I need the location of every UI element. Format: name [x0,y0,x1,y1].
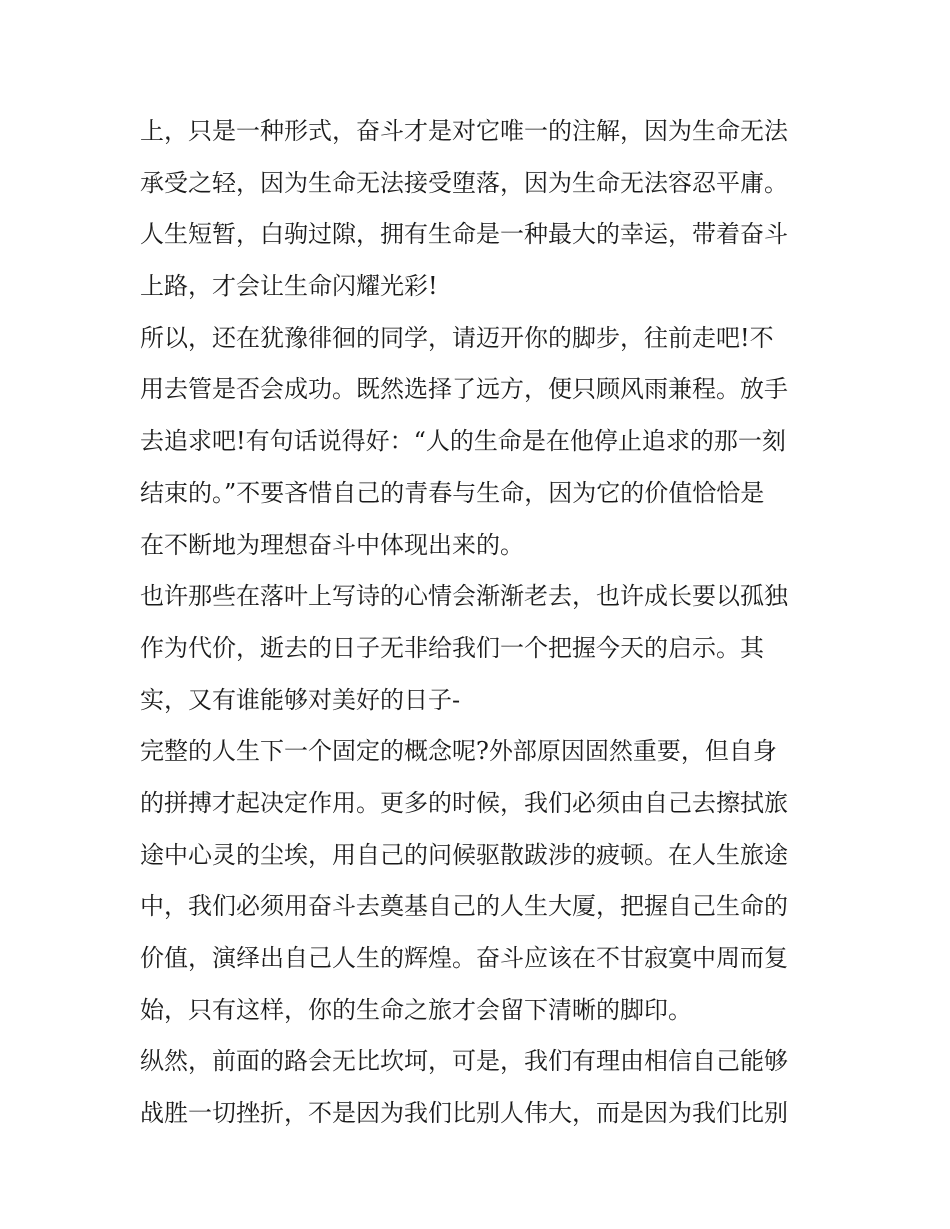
text-line: 价值，演绎出自己人生的辉煌。奋斗应该在不甘寂寞中周而复 [140,944,788,972]
text-line: 用去管是否会成功。既然选择了远方，便只顾风雨兼程。放手 [140,375,788,404]
text-line: 在不断地为理想奋斗中体现出来的。 [140,530,524,559]
body-text [140,106,820,1140]
text-line: 纵然，前面的路会无比坎坷，可是，我们有理由相信自己能够 [140,1047,788,1076]
text-line: 所以，还在犹豫徘徊的同学，请迈开你的脚步，往前走吧!不 [140,323,774,352]
text-line: 上，只是一种形式，奋斗才是对它唯一的注解，因为生命无法 [140,117,788,145]
text-line: 去追求吧!有句话说得好：“人的生命是在他停止追求的那一刻 [140,427,786,456]
text-line: 途中心灵的尘埃，用自己的问候驱散跋涉的疲顿。在人生旅途 [140,840,788,869]
text-line: 始，只有这样，你的生命之旅才会留下清晰的脚印。 [140,995,692,1024]
text-line: 作为代价，逝去的日子无非给我们一个把握今天的启示。其 [140,633,764,662]
text-line: 结束的。”不要吝惜自己的青春与生命，因为它的价值恰恰是 [140,478,765,507]
text-line: 完整的人生下一个固定的概念呢?外部原因固然重要，但自身 [140,737,777,766]
text-line: 中，我们必须用奋斗去奠基自己的人生大厦，把握自己生命的 [140,892,788,921]
text-line: 战胜一切挫折，不是因为我们比别人伟大，而是因为我们比别 [140,1099,788,1128]
text-line: 也许那些在落叶上写诗的心情会渐渐老去，也许成长要以孤独 [140,582,788,611]
text-line: 人生短暂，白驹过隙，拥有生命是一种最大的幸运，带着奋斗 [140,220,788,249]
text-line: 上路，才会让生命闪耀光彩! [140,272,438,301]
text-line: 实，又有谁能够对美好的日子- [140,685,461,714]
text-line: 承受之轻，因为生命无法接受堕落，因为生命无法容忍平庸。 [140,168,788,197]
text-line: 的拼搏才起决定作用。更多的时候，我们必须由自己去擦拭旅 [140,788,788,817]
